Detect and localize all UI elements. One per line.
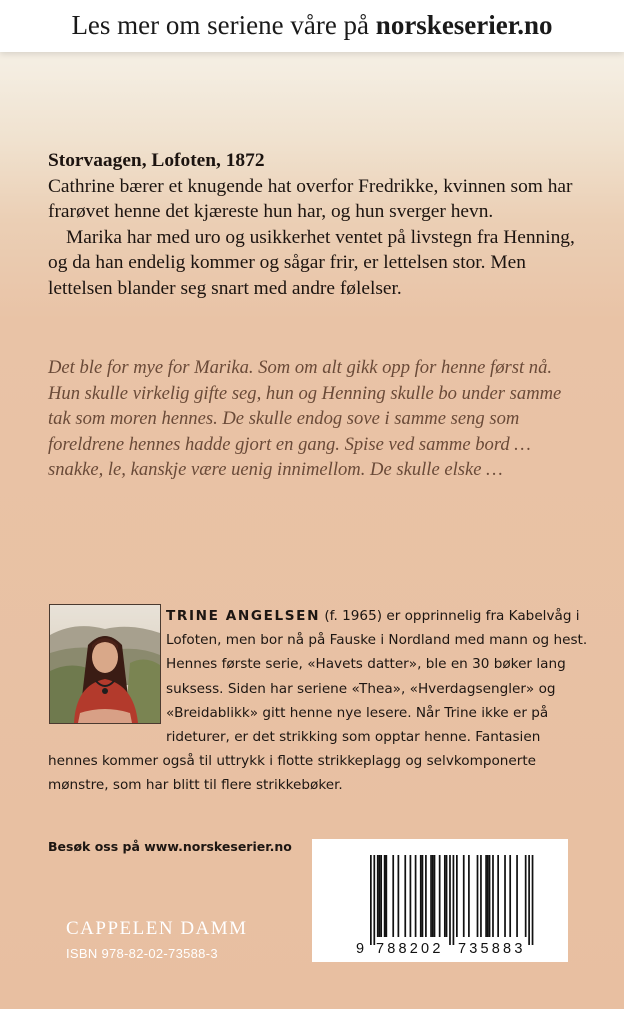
barcode-bar (432, 855, 434, 937)
barcode-bar (398, 855, 400, 937)
excerpt-text: Det ble for mye for Marika. Som om alt gikk opp for henne først nå. Hun skulle virkelig gifte seg, hun og Henning skulle bo under samme tak som moren hennes. De skulle endog sove i samme seng som foreldrene hennes hadde gjort en gang. Spise ved samme bord … snakke, le, kanskje være uenig innimellom. De skulle elske … (48, 357, 562, 480)
barcode-bar (410, 855, 412, 937)
barcode-digit-lead: 9 (356, 941, 365, 957)
barcode-bar (439, 855, 441, 937)
barcode-bar (444, 855, 446, 937)
barcode-bar (379, 855, 381, 937)
barcode-bar (392, 855, 394, 937)
blurb-paragraph-2: Marika har med uro og usikkerhet ventet på livstegn fra Henning, og da han endelig kommer og sågar frir, er lettelsen stor. Men lettelsen blander seg snart med andre følelser. (48, 226, 575, 299)
barcode-bar (480, 855, 482, 937)
barcode-bar (463, 855, 465, 937)
banner-prefix: Les mer om seriene våre på (71, 10, 370, 40)
barcode-digits-left: 788202 (376, 941, 444, 957)
blurb (48, 148, 588, 301)
barcode-bar (385, 855, 387, 937)
barcode-bar (532, 855, 534, 945)
barcode (312, 839, 568, 962)
banner-text (0, 10, 624, 41)
barcode-bar (422, 855, 424, 937)
blurb-heading: Storvaagen, Lofoten, 1872 (48, 150, 265, 171)
author-name: TRINE ANGELSEN (166, 608, 321, 624)
barcode-bar (380, 855, 382, 937)
barcode-bar (415, 855, 417, 937)
barcode-bar (528, 855, 530, 945)
barcode-digits-right: 735883 (458, 941, 526, 957)
barcode-bar (497, 855, 499, 937)
barcode-bar (434, 855, 436, 937)
barcode-bar (446, 855, 448, 937)
barcode-bar (477, 855, 479, 937)
barcode-bar (516, 855, 518, 937)
author-bio (48, 604, 588, 798)
banner-site-link[interactable]: norskeserier.no (375, 10, 553, 40)
barcode-bar (377, 855, 379, 937)
barcode-bar (420, 855, 422, 937)
publisher-logo: CAPPELEN DAMM (66, 918, 248, 939)
barcode-bar (449, 855, 451, 945)
barcode-bar (404, 855, 406, 937)
barcode-bar (425, 855, 427, 937)
top-banner (0, 0, 624, 52)
barcode-bar (430, 855, 432, 937)
barcode-bar (487, 855, 489, 937)
barcode-bar (525, 855, 527, 937)
barcode-bar (492, 855, 494, 937)
barcode-bar (468, 855, 470, 937)
barcode-bar (453, 855, 455, 945)
barcode-bar (485, 855, 487, 937)
author-bio-text: (f. 1965) er opprinnelig fra Kabelvåg i Lofoten, men bor nå på Fauske i Nordland med mann og hest. Hennes første serie, «Havets datter», ble en 30 bøker lang suksess. Siden har seriene «Thea», «Hverdagsengler» og «Breidablikk» gitt henne nye lesere. Når Trine ikke er på rideturer, er det strikking som opptar henne. Fantasien hennes kommer også til uttrykk i flotte strikkeplagg og selvkomponerte mønstre, som har blitt til flere strikkebøker. (48, 608, 588, 794)
photo-spacer (48, 604, 166, 729)
blurb-paragraph-1: Cathrine bærer et knugende hat overfor Fredrikke, kvinnen som har frarøvet henne det kjæreste hun har, og hun sverger hevn. (48, 175, 573, 222)
barcode-bar (504, 855, 506, 937)
isbn-text: ISBN 978-82-02-73588-3 (66, 946, 218, 961)
barcode-bar (509, 855, 511, 937)
barcode-bar (373, 855, 375, 945)
barcode-bar (370, 855, 372, 945)
barcode-bar (456, 855, 458, 937)
barcode-bar (489, 855, 491, 937)
visit-link[interactable]: Besøk oss på www.norskeserier.no (48, 839, 292, 854)
barcode-bar (384, 855, 386, 937)
